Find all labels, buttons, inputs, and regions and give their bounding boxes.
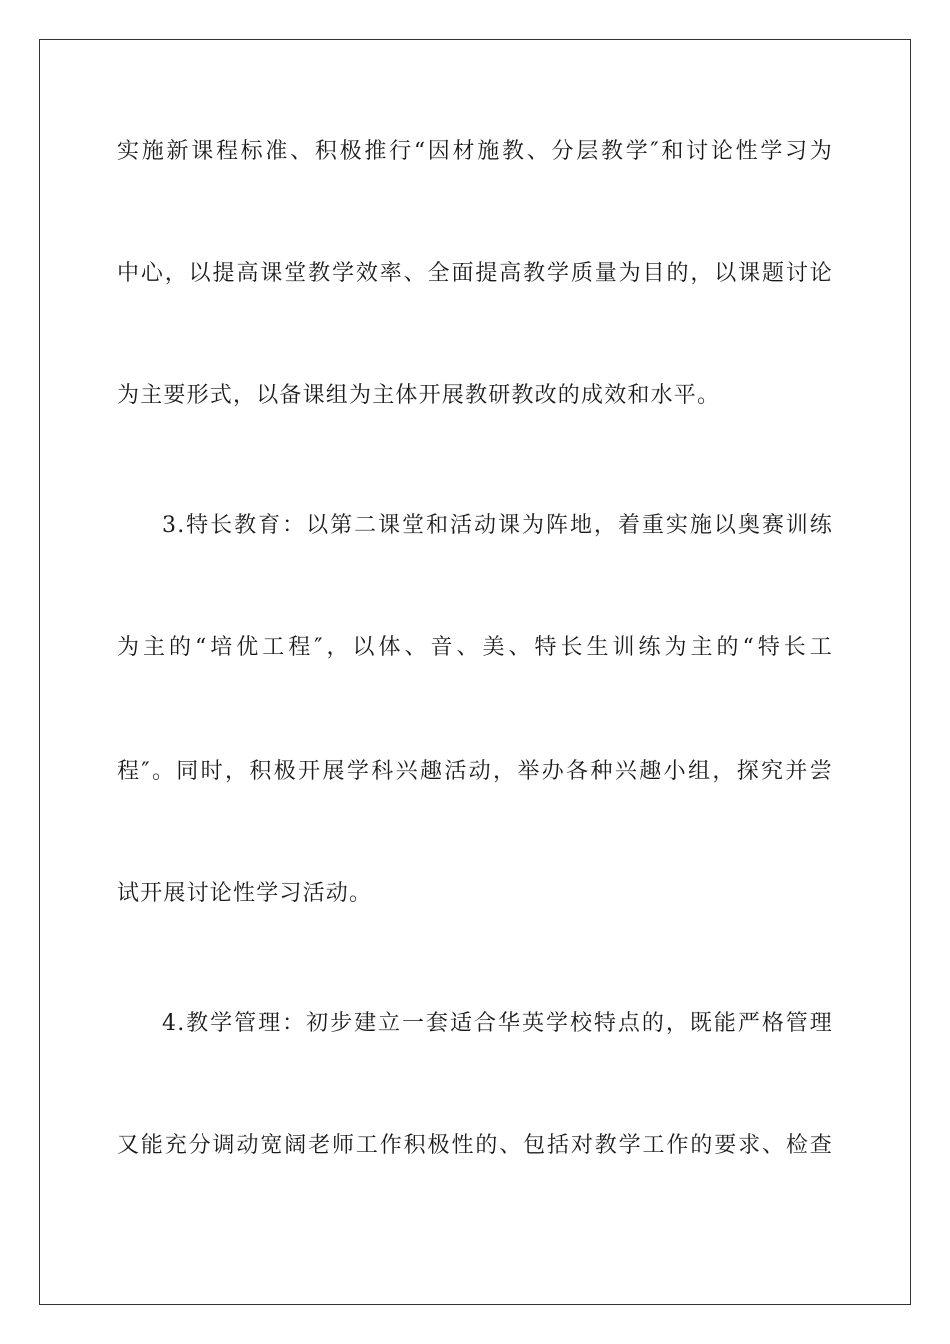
paragraph-line-1: 实施新课程标准、积极推行“因材施教、分层教学″和讨论性学习为 bbox=[117, 139, 833, 164]
paragraph-line-2: 中心，以提高课堂教学效率、全面提高教学质量为目的，以课题讨论 bbox=[117, 261, 833, 286]
paragraph-line-9: 又能充分调动宽阔老师工作积极性的、包括对教学工作的要求、检查 bbox=[117, 1133, 833, 1158]
paragraph-line-6: 程″。同时，积极开展学科兴趣活动，举办各种兴趣小组，探究并尝 bbox=[117, 759, 833, 784]
paragraph-heading-line-3: 3.特长教育：以第二课堂和活动课为阵地，着重实施以奥赛训练 bbox=[162, 513, 833, 538]
paragraph-line-3: 为主要形式，以备课组为主体开展教研教改的成效和水平。 bbox=[117, 383, 721, 408]
page-border bbox=[39, 39, 911, 1305]
paragraph-line-5: 为主的“培优工程″，以体、音、美、特长生训练为主的“特长工 bbox=[117, 635, 833, 660]
paragraph-heading-line-4: 4.教学管理：初步建立一套适合华英学校特点的，既能严格管理 bbox=[162, 1011, 833, 1036]
paragraph-line-7: 试开展讨论性学习活动。 bbox=[117, 881, 373, 906]
